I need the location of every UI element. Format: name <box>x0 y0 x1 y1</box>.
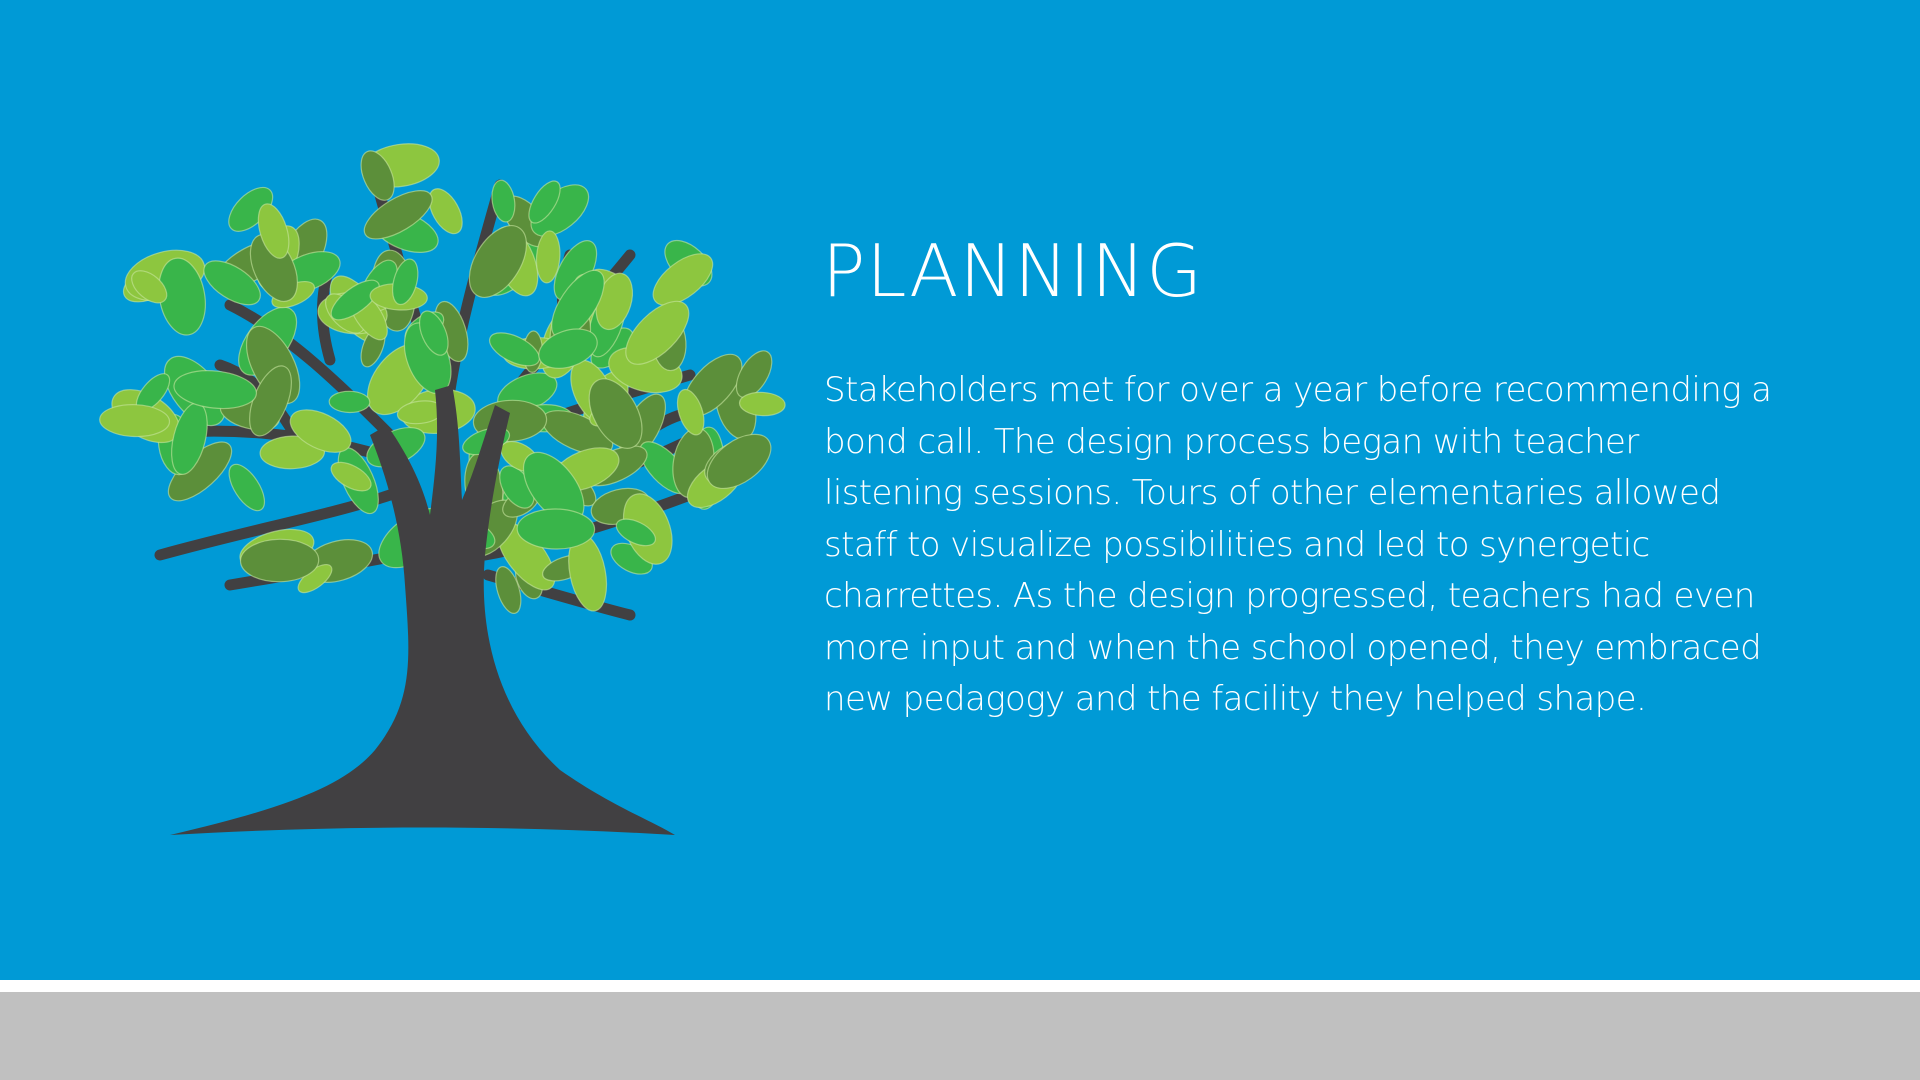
tree-leaf <box>517 508 595 549</box>
slide-title: PLANNING <box>822 229 1204 313</box>
tree-icon <box>90 135 790 845</box>
tree-leaf <box>329 391 370 413</box>
footer-band <box>0 992 1920 1080</box>
tree-leaf <box>222 459 271 517</box>
slide-body-text: Stakeholders met for over a year before recommending a bond call. The design process began with teacher listening sessions. Tours of other elementaries allowed staff to visualize possibilities and led to synergetic charrettes. As the design progressed, teachers had even more input and when the school opened, they embraced new pedagogy and the facility they helped shape. <box>824 370 1772 719</box>
tree-leaf <box>240 539 319 583</box>
